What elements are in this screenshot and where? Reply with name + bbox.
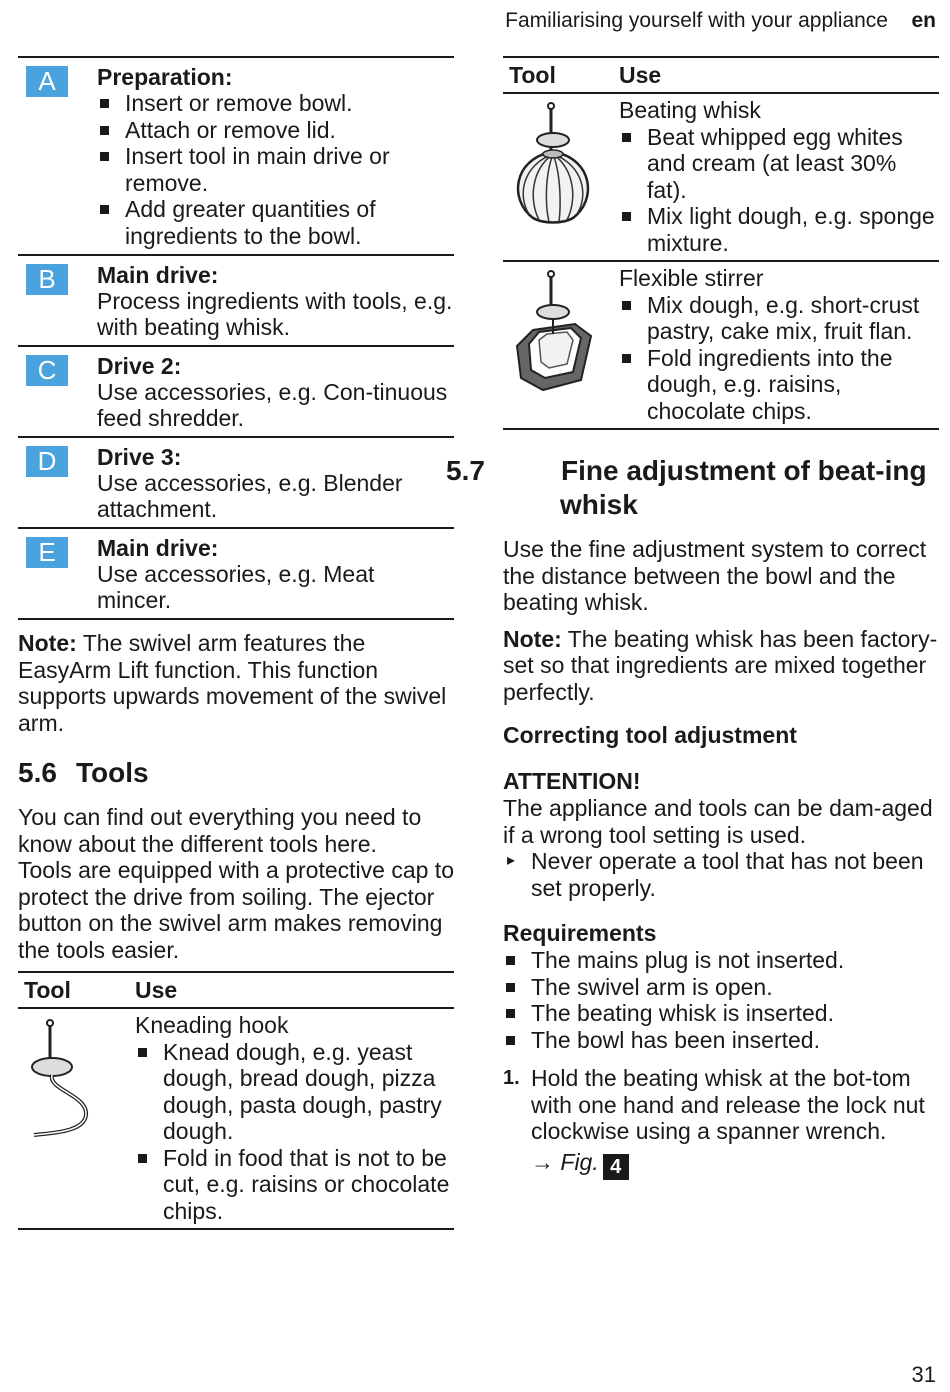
note-label: Note: (503, 625, 562, 652)
attention-title: ATTENTION! (503, 768, 641, 794)
page-header (0, 0, 950, 40)
control-text: Use accessories, e.g. Con-tinuous feed shredder. (97, 379, 448, 431)
beating-whisk-icon (503, 100, 603, 230)
control-text: Use accessories, e.g. Blender attachment. (97, 470, 403, 522)
list-item: Add greater quantities of ingredients to the bowl. (97, 196, 454, 249)
step-item (503, 1065, 939, 1180)
control-badge-d: D (26, 446, 68, 477)
table-row-beating-whisk (503, 94, 939, 262)
attention-list (503, 848, 939, 901)
running-header-title: Familiarising yourself with your appliance (505, 9, 888, 32)
control-title: Drive 2: (97, 353, 182, 379)
language-code: en (911, 9, 936, 32)
control-text: Process ingredients with tools, e.g. with beating whisk. (97, 288, 453, 340)
control-badge-b: B (26, 264, 68, 295)
step-number: 1. (503, 1067, 520, 1089)
list-item: The swivel arm is open. (503, 974, 939, 1001)
figure-reference (531, 1149, 939, 1180)
section-title: Fine adjustment of beat-ing whisk (560, 455, 927, 520)
tool-use-list (619, 292, 939, 425)
subheading-correcting-tool-adjustment: Correcting tool adjustment (503, 722, 797, 748)
control-badge-a: A (26, 66, 68, 97)
control-row-e (18, 529, 454, 620)
tool-name: Flexible stirrer (619, 265, 764, 291)
tools-intro-2: Tools are equipped with a protective cap to protect the drive from soiling. The ejector button on the swivel arm makes removing the tools easier. (18, 857, 454, 963)
list-item: Beat whipped egg whites and cream (at least 30% fat). (619, 124, 939, 204)
tool-name: Kneading hook (135, 1012, 289, 1038)
control-row-c (18, 347, 454, 438)
note-label: Note: (18, 630, 77, 656)
control-badge-e: E (26, 537, 68, 568)
section-heading-fine-adjustment (446, 454, 939, 522)
control-row-d (18, 438, 454, 529)
tool-table-left (18, 971, 454, 1230)
list-item: Insert tool in main drive or remove. (97, 143, 454, 196)
control-title: Main drive: (97, 535, 219, 561)
control-title: Preparation: (97, 64, 233, 90)
tool-use-cell (619, 265, 939, 424)
control-title: Main drive: (97, 262, 219, 288)
tool-use-list (619, 124, 939, 257)
list-item: ▸ Never operate a tool that has not been set properly. (503, 848, 939, 901)
tools-intro: You can find out everything you need to know about the different tools here. (18, 804, 422, 857)
left-column (18, 56, 454, 1230)
list-item: The beating whisk is inserted. (503, 1000, 939, 1027)
control-badge-c: C (26, 355, 68, 386)
figure-number-badge: 4 (603, 1154, 629, 1180)
figure-reference-text: → Fig. (531, 1148, 599, 1175)
note-swivel-arm (18, 630, 454, 736)
list-item: Mix dough, e.g. short-crust pastry, cake mix, fruit flan. (619, 292, 939, 345)
fine-adjustment-intro: Use the fine adjustment system to correct the distance between the bowl and the beating whisk. (503, 536, 927, 615)
list-item: The mains plug is not inserted. (503, 947, 939, 974)
section-heading-tools (18, 756, 454, 790)
requirements-list (503, 947, 939, 1053)
column-header-use: Use (135, 977, 178, 1003)
list-item: Knead dough, e.g. yeast dough, bread dough, pizza dough, pasta dough, pastry dough. (135, 1039, 454, 1145)
requirements-title: Requirements (503, 920, 657, 946)
note-factory-set (503, 626, 939, 706)
table-row-flexible-stirrer (503, 262, 939, 430)
tool-use-list (135, 1039, 454, 1225)
section-number: 5.7 (446, 455, 485, 486)
right-column (446, 56, 939, 1180)
instruction-steps (503, 1065, 939, 1180)
column-header-tool: Tool (24, 977, 71, 1003)
step-text: Hold the beating whisk at the bot-tom with one hand and release the lock nut clockwise using a spanner wrench. (531, 1065, 925, 1144)
table-header (18, 971, 454, 1009)
section-title: Tools (76, 757, 149, 788)
page-number: 31 (911, 1362, 936, 1387)
control-row-a (18, 58, 454, 256)
attention-text: The appliance and tools can be dam-aged if a wrong tool setting is used. (503, 795, 933, 848)
list-item: Insert or remove bowl. (97, 90, 454, 117)
list-item: Fold ingredients into the dough, e.g. raisins, chocolate chips. (619, 345, 939, 425)
note-text: The beating whisk has been factory-set so that ingredients are mixed together perfectly. (503, 625, 938, 705)
list-item: Fold in food that is not to be cut, e.g. raisins or chocolate chips. (135, 1145, 454, 1225)
list-item: The bowl has been inserted. (503, 1027, 939, 1054)
tool-name: Beating whisk (619, 97, 761, 123)
control-text: Use accessories, e.g. Meat mincer. (97, 561, 375, 613)
control-title: Drive 3: (97, 444, 182, 470)
section-number: 5.6 (18, 757, 57, 788)
tool-use-cell (135, 1012, 454, 1224)
note-text: The swivel arm features the EasyArm Lift function. This function supports upwards movement of the swivel arm. (18, 630, 447, 736)
tool-table-right (503, 56, 939, 430)
tool-use-cell (619, 97, 939, 256)
column-header-tool: Tool (509, 62, 556, 88)
list-item: Mix light dough, e.g. sponge mixture. (619, 203, 939, 256)
flexible-stirrer-icon (503, 268, 603, 398)
kneading-hook-icon (18, 1015, 118, 1145)
column-header-use: Use (619, 62, 662, 88)
table-row-kneading-hook (18, 1009, 454, 1230)
list-item: Attach or remove lid. (97, 117, 454, 144)
control-row-b (18, 256, 454, 347)
table-header (503, 56, 939, 94)
control-list (97, 90, 454, 249)
